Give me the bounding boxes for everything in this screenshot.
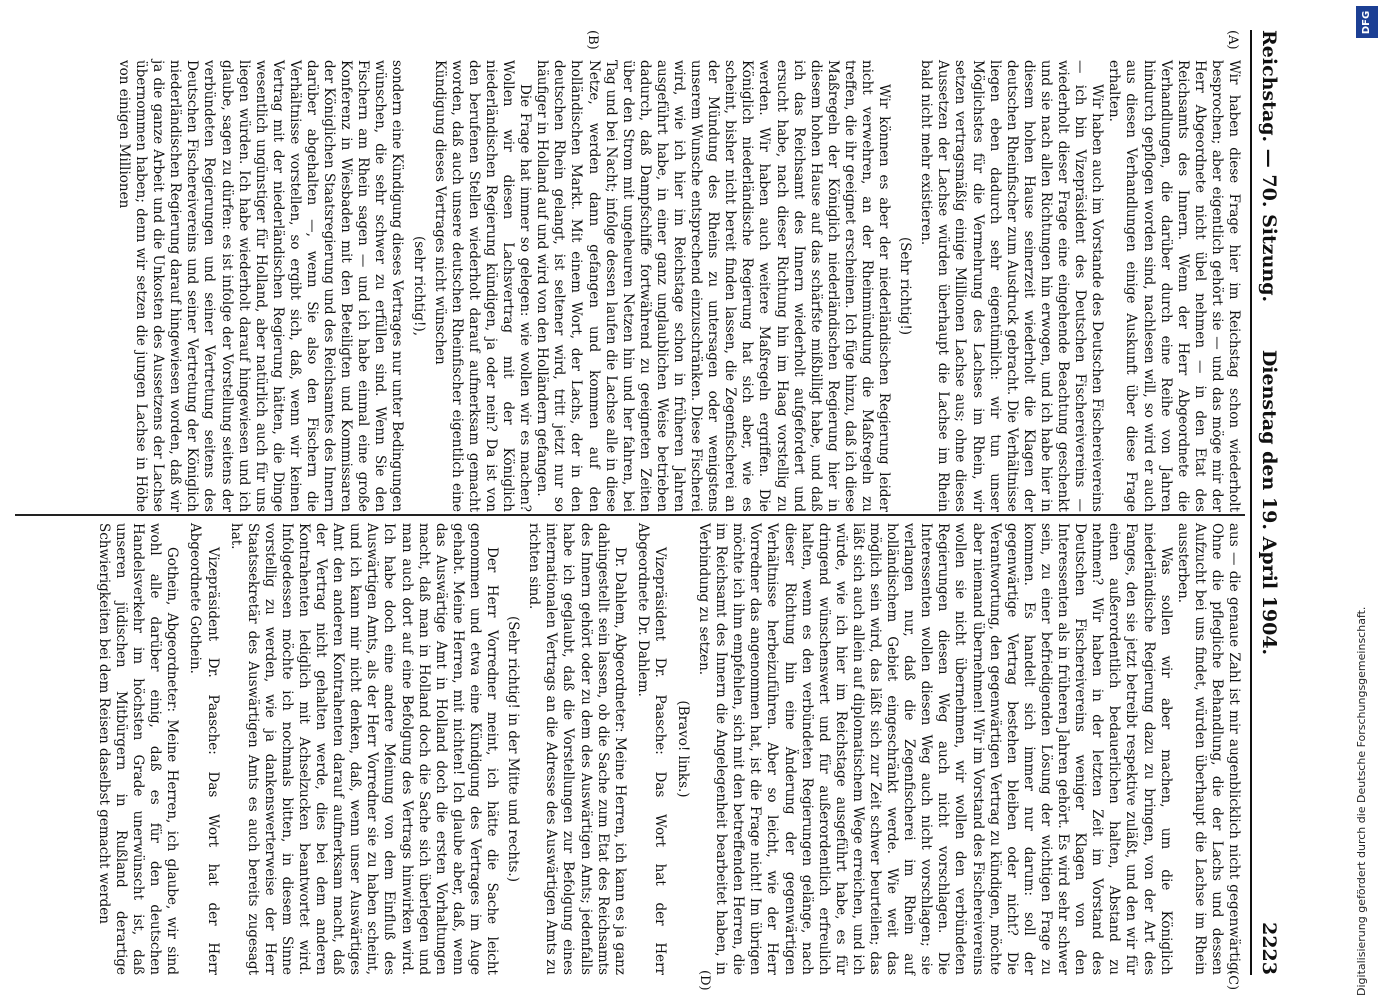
interjection: (Sehr richtig! in der Mitte und rechts.) bbox=[505, 616, 522, 882]
header-date: Dienstag den 19. April 1904. bbox=[1258, 349, 1280, 656]
speaker-paragraph: Vizepräsident Dr. Paasche: Das Wort hat der Herr Abgeordnete Dr. Dahlem. bbox=[634, 523, 668, 975]
right-column bbox=[95, 523, 1242, 975]
paragraph: aus — die genaue Zahl ist mir augenblicklich nicht gegenwärtig. Ohne die pflegliche Behandlung, die der Lachs und dessen Aufzucht bei uns findet, würden überhaupt die Lachse im Rhein aussterben. bbox=[1174, 523, 1242, 975]
column-divider bbox=[15, 514, 1245, 516]
running-head bbox=[1250, 30, 1286, 975]
margin-marker-c: (C) bbox=[1225, 970, 1240, 991]
header-session: Reichstag. — 70. Sitzung. bbox=[1258, 30, 1280, 303]
speaker-paragraph: Gothein, Abgeordneter: Meine Herren, ich glaube, wir sind wohl alle darüber einig, daß es für den deutschen Handelsverkehr im höchsten Grade unerwünscht ist, daß unseren jüdischen Mitbürgern in Rußland derartige Schwierigkeiten bei dem Reisen daselbst gemacht werden bbox=[96, 523, 181, 975]
paragraph: Wir haben diese Frage hier im Reichstag schon wiederholt besprochen; aber eigentlich gehört sie — und das möge mir der Herr Abgeordnete nicht übel nehmen — in den Etat des Reichsamts des Innern. Wenn der Herr Abgeordnete die Verhandlungen, die darüber durch eine Reihe von Jahren hindurch gepflogen worden sind, nachlesen will, so wird er auch aus diesen Verhandlungen einige Auskunft über diese Frage erhalten. bbox=[1106, 60, 1242, 512]
digitization-credit: Digitalisierung gefördert durch die Deutsche Forschungsgemeinschaft. bbox=[1355, 606, 1368, 996]
interjection: (Sehr richtig!) bbox=[897, 236, 914, 336]
paragraph: sondern eine Kündigung dieses Vertrages nur unter Bedingungen wünschen, die sehr schwer zu erfüllen sind. Wenn Sie den Fischern am Rhein sagen — und ich habe einmal eine große Konferenz in Wiesbaden mit den Beteiligten und Kommissaren der Königlichen Staatsregierung und des Reichsamtes des Innern darüber abgehalten —, wenn Sie also den Fischern die Verhältnisse vorstellen, so ergibt sich, daß, wenn wir keinen Vertrag mit der niederländischen Regierung hätten, die Dinge wesentlich ungünstiger für Holland, aber natürlich auch für uns liegen würden. Ich habe wiederholt darauf hingewiesen und ich glaube, sagen zu dürfen: es ist infolge der Vorstellung seitens der verbündeten Regierungen und seiner Vertretung seitens des Deutschen Fischereivereins und seiner Vertretung der Königlich niederländischen Regierung darauf hingewiesen worden, daß wir ja die ganze Arbeit und die Unkosten des Aussetzens der Lachse übernommen haben; denn wir setzen die jungen Lachse in Höhe von einigen Millionen bbox=[116, 60, 406, 512]
interjection: (Bravo! links.) bbox=[675, 700, 691, 798]
dfg-logo-text: DFG bbox=[1361, 10, 1373, 34]
page-number: 2223 bbox=[1258, 922, 1280, 975]
paragraph: Wir können es aber der niederländischen Regierung leider nicht verwehren, an der Rheinmündung die Maßregeln zu treffen, die ihr geeignet erscheinen. Ich füge hinzu, daß ich diese Maßregeln der Königlich niederländischen Regierung hier in diesem hohen Hause auf das schärfste mißbilligt habe, und daß ich das Reichsamt des Innern wiederholt aufgefordert und ersucht habe, nach dieser Richtung hin im Haag vorstellig zu werden. Wir haben auch weitere Maßregeln ergriffen. Die Königlich niederländische Regierung hat sich aber, wie es scheint, bisher nicht bereit finden lassen, die Zegenfischerei an der Mündung des Rheins zu untersagen oder wenigstens unserem Wunsche entsprechend einzuschränken. Diese Fischerei wird, wie ich hier im Reichstage schon in früheren Jahren ausgeführt habe, in einer ganz unglaublichen Weise betrieben dadurch, daß Dampfschiffe fortwährend zu geeigneten Zeiten über den Strom mit ungeheuren Netzen hin und her fahren, bei Tag und bei Nacht; infolge dessen laufen die Lachse alle in diese Netze, werden dann gefangen und kommen auf den holländischen Markt. Mit einem Wort, der Lachs, der in den deutschen Rhein gelangt, ist seltener wird, tritt jetzt nur so häufiger in Holland auf und wird von den Holländern gefangen. bbox=[534, 60, 893, 512]
margin-marker-d: (D) bbox=[697, 970, 712, 991]
margin-marker-a: (A) bbox=[1225, 30, 1240, 50]
margin-marker-b: (B) bbox=[585, 30, 600, 50]
paragraph: Die Frage hat immer so gelegen: wie wollen wir es machen? Wollen wir diesen Lachsvertrag mit der Königlich niederländischen Regierung kündigen, ja oder nein? Da ist von den berufenen Stellen wiederholt darauf aufmerksam gemacht worden, daß auch unsere deutschen Rheinfischer eigentlich eine Kündigung dieses Vertrages nicht wünschen bbox=[431, 60, 534, 512]
paragraph: Wir haben auch im Vorstande des Deutschen Fischereivereins — ich bin Vizepräsident des Deutschen Fischereivereins — wiederholt dieser Frage eine eingehende Beachtung geschenkt und sie nach allen Richtungen hin erwogen, und ich habe hier in diesem hohen Hause seinerzeit wiederholt die Klagen der deutschen Rheinfischer zum Ausdruck gebracht. Die Verhältnisse liegen eben dadurch sehr eigentümlich: wir tun unser Möglichstes für die Vermehrung des Lachses im Rhein, wir setzen vertragsmäßig einige Millionen Lachse aus; ohne dieses Aussetzen der Lachse würden überhaupt die Lachse im Rhein bald nicht mehr existieren. bbox=[918, 60, 1106, 512]
interjection: (sehr richtig!), bbox=[410, 235, 427, 337]
speaker-paragraph: Dr. Dahlem, Abgeordneter: Meine Herren, ich kann es ja ganz dahingestellt sein lassen, ob die Sache zum Etat des Reichsamts des Innern gehört oder zu dem des Auswärtigen Amts; jedenfalls habe ich geglaubt, daß die Vorstellungen zur Befolgung eines internationalen Vertrags an die Adresse des Auswärtigen Amts zu richten sind. bbox=[526, 523, 628, 975]
paragraph: Was sollen wir aber machen, um die Königlich niederländische Regierung dazu zu bringen, von der Art des Fanges, den sie jetzt betreibt respektive zuläßt, und den wir für einen außerordentlich bedauerlichen halten, Abstand zu nehmen? Wir haben in der letzten Zeit im Vorstand des Deutschen Fischereivereins weniger Klagen von den Interessenten als in früheren Jahren gehört. Es wird sehr schwer sein, zu einer befriedigenden Lösung der wichtigen Frage zu kommen. Es handelt sich immer nur darum: soll der gegenwärtige Vertrag bestehen bleiben oder nicht? Die Verantwortung, den gegenwärtigen Vertrag zu kündigen, möchte aber niemand übernehmen! Wir im Vorstand des Fischereivereins wollen sie nicht übernehmen, wir wollen den verbündeten Regierungen diesen Weg auch nicht vorschlagen. Die Interessenten wollen diesen Weg auch nicht vorschlagen; sie verlangen nur, daß die Zegenfischerei im Rhein auf holländischem Gebiet eingeschränkt werde. Wie weit das möglich sein wird, das läßt sich zur Zeit schwer beurteilen; das läßt sich auch allein auf diplomatischem Wege erreichen, und ich würde, wie ich hier im Reichstage ausgeführt habe, es für dringend wünschenswert und für außerordentlich erfreulich halten, wenn es den verbündeten Regierungen gelänge, nach dieser Richtung hin eine Änderung der gegenwärtigen Verhältnisse herbeizuführen. Aber so leicht, wie der Herr Vorredner das angenommen hat, ist die Frage nicht! Im übrigen möchte ich ihm empfehlen, sich mit den betreffenden Herren, die im Reichsamt des Innern die Angelegenheit bearbeitet haben, in Verbindung zu setzen. bbox=[696, 523, 1174, 975]
paragraph: Der Herr Vorredner meint, ich hätte die Sache leicht genommen und etwa eine Kündigung des Vertrages im Auge gehabt. Meine Herren, mit nichten! Ich glaube aber, daß, wenn das Auswärtige Amt in Holland doch die ersten Vorhaltungen macht, daß man in Holland doch die Sache sich überlegen und man auch dort auf eine Befolgung des Vertrags hinwirken wird. Ich habe doch eine andere Meinung von dem Einfluß des Auswärtigen Amts, als der Herr Vorredner sie zu haben scheint, und ich kann mir nicht denken, daß, wenn unser Auswärtiges Amt den anderen Kontrahenten darauf aufmerksam macht, daß der Vertrag nicht gehalten werde, dies bei dem anderen Kontrahenten lediglich mit Achselzucken beantwortet wird. Infolgedessen möchte ich nochmals bitten, in diesem Sinne vorstellig zu werden, wie ja dankenswerterweise der Herr Staatssekretär des Auswärtigen Amts es auch bereits zugesagt hat. bbox=[227, 523, 501, 975]
speaker-paragraph: Vizepräsident Dr. Paasche: Das Wort hat der Herr Abgeordnete Gothein. bbox=[187, 523, 221, 975]
left-column bbox=[115, 60, 1242, 512]
